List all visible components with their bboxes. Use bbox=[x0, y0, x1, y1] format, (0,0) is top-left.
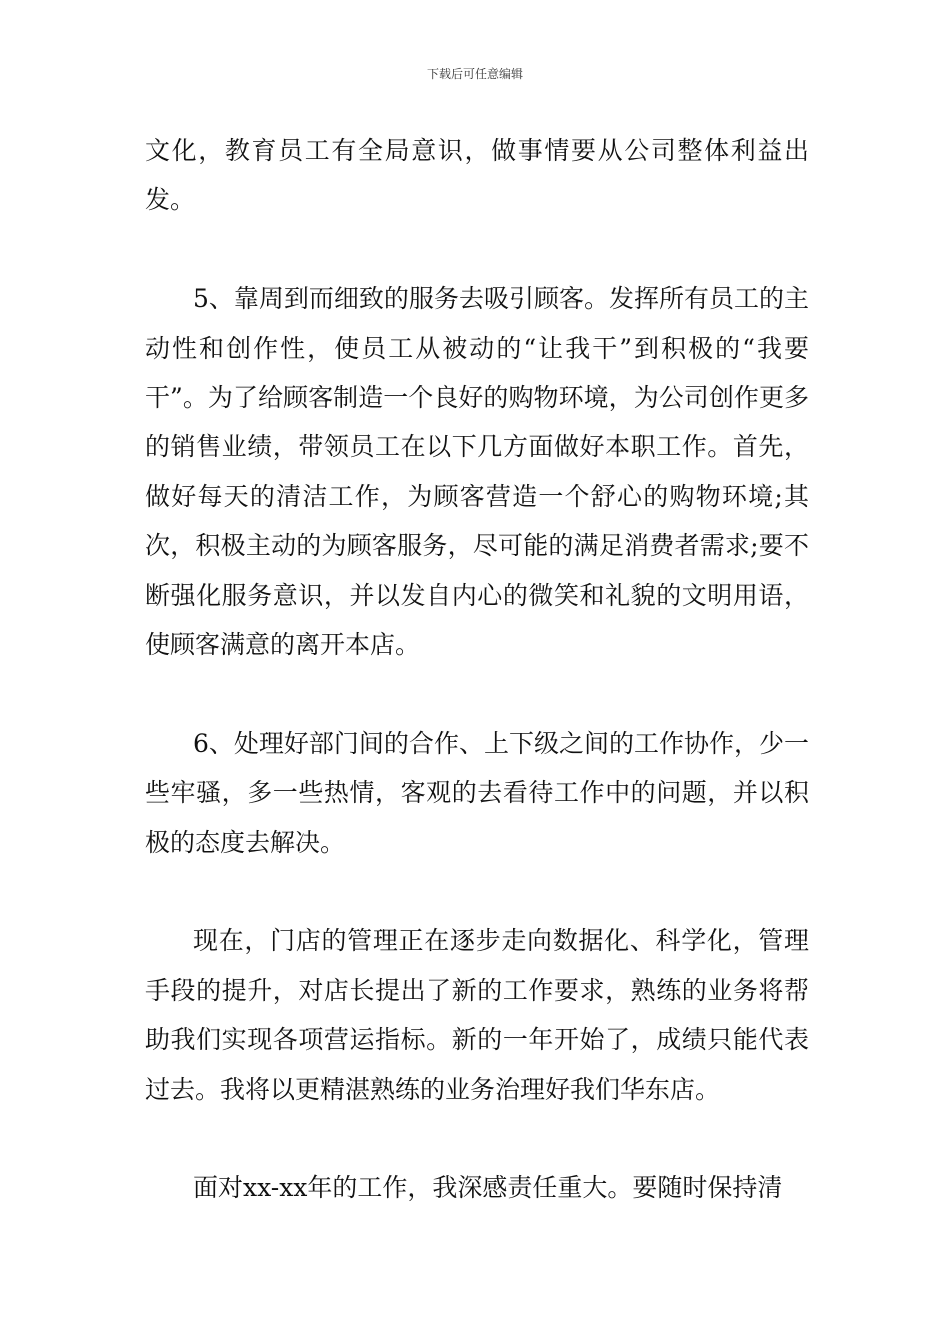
document-body bbox=[145, 126, 809, 1213]
paragraph-gap bbox=[145, 225, 809, 274]
paragraph-2: 5、靠周到而细致的服务去吸引顾客。发挥所有员工的主动性和创作性，使员工从被动的“让我干”到积极的“我要干”。为了给顾客制造一个良好的购物环境，为公司创作更多的销售业绩，带领员工在以下几方面做好本职工作。首先，做好每天的清洁工作，为顾客营造一个舒心的购物环境;其次，积极主动的为顾客服务，尽可能的满足消费者需求;要不断强化服务意识，并以发自内心的微笑和礼貌的文明用语，使顾客满意的离开本店。 bbox=[145, 284, 809, 660]
paragraph-4: 现在，门店的管理正在逐步走向数据化、科学化，管理手段的提升，对店长提出了新的工作要求，熟练的业务将帮助我们实现各项营运指标。新的一年开始了，成绩只能代表过去。我将以更精湛熟练的业务治理好我们华东店。 bbox=[145, 926, 809, 1104]
paragraph-gap bbox=[145, 669, 809, 718]
page-header: 下载后可任意编辑 bbox=[426, 67, 523, 81]
paragraph-1: 文化，教育员工有全局意识，做事情要从公司整体利益出发。 bbox=[145, 136, 809, 215]
paragraph-gap bbox=[145, 867, 809, 916]
paragraph-3: 6、处理好部门间的合作、上下级之间的工作协作，少一些牢骚，多一些热情，客观的去看待工作中的问题，并以积极的态度去解决。 bbox=[145, 728, 809, 857]
paragraph-5: 面对xx-xx年的工作，我深感责任重大。要随时保持清 bbox=[193, 1173, 783, 1203]
paragraph-gap bbox=[145, 1114, 809, 1163]
